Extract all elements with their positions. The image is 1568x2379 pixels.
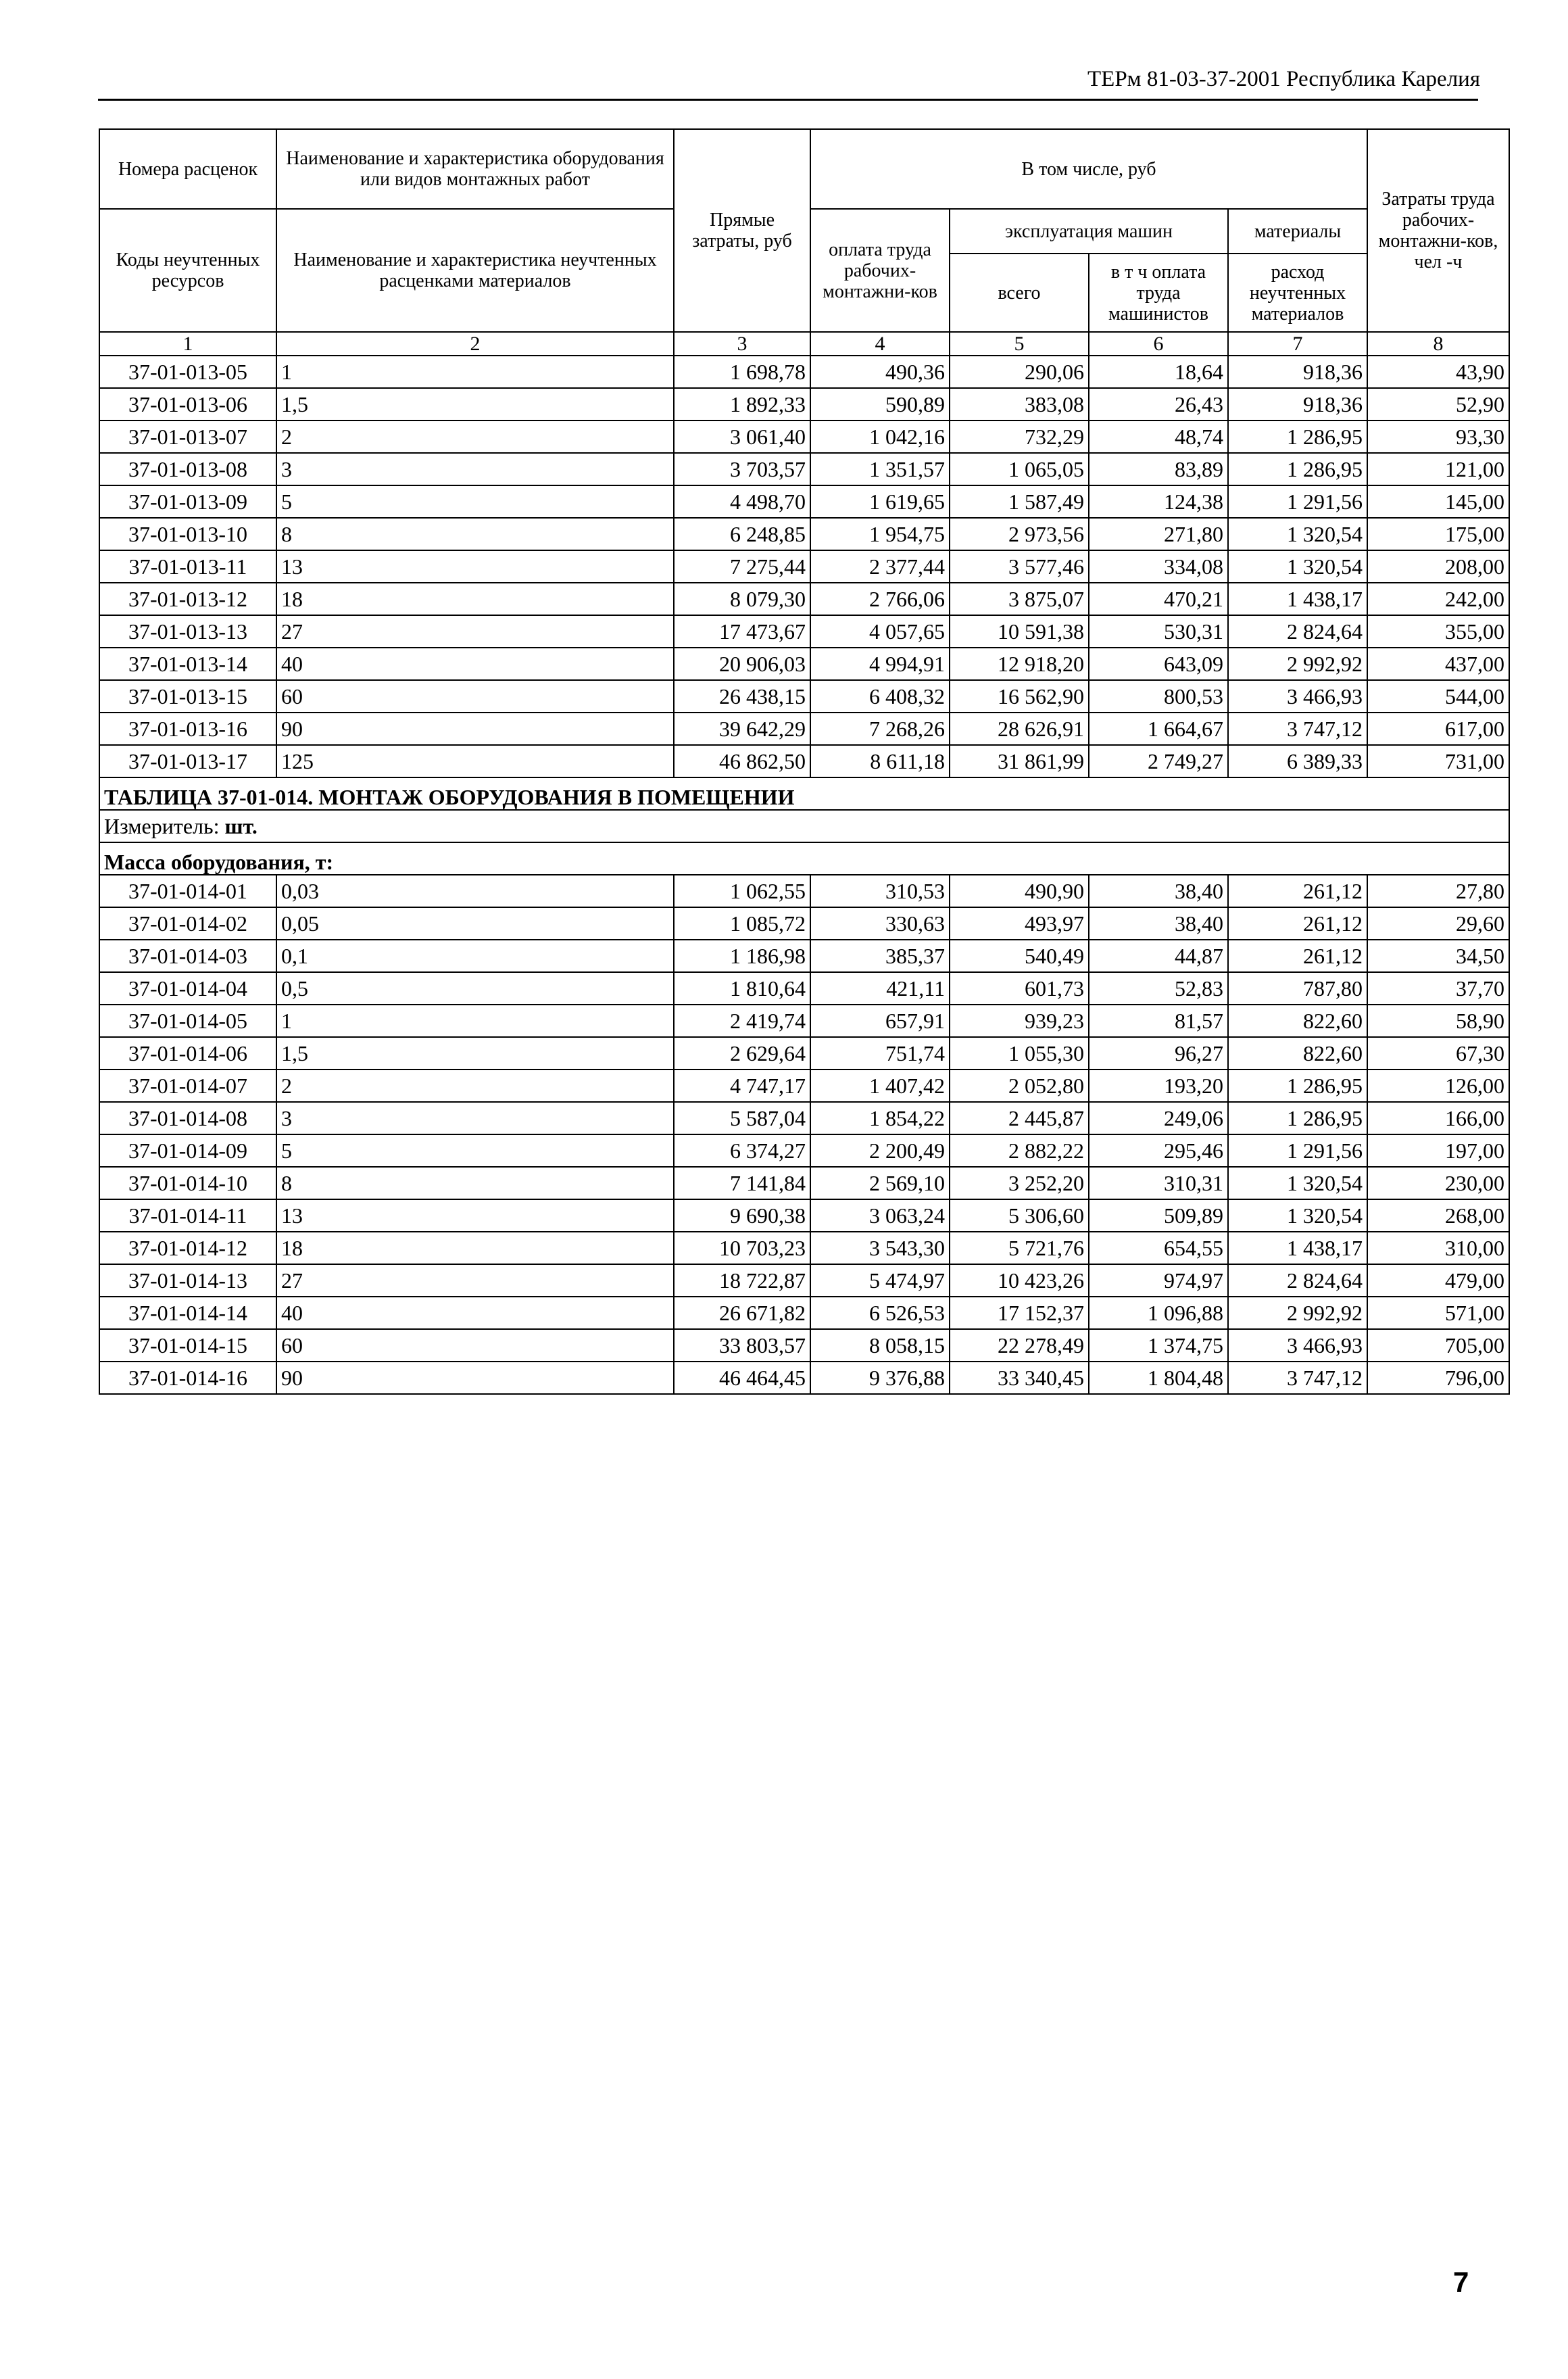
operator-wages-cell: 1 664,67 (1089, 713, 1228, 745)
rate-code-cell: 37-01-013-11 (99, 550, 276, 583)
labor-hours-cell: 796,00 (1367, 1362, 1509, 1394)
direct-costs-cell: 3 703,57 (674, 453, 810, 485)
table-row (99, 875, 1509, 907)
direct-costs-cell: 6 248,85 (674, 518, 810, 550)
parameter-cell: 90 (276, 1362, 674, 1394)
parameter-cell: 0,03 (276, 875, 674, 907)
materials-cell: 1 291,56 (1228, 485, 1367, 518)
materials-cell: 2 992,92 (1228, 1297, 1367, 1329)
materials-cell: 918,36 (1228, 356, 1367, 388)
worker-wages-cell: 2 766,06 (810, 583, 950, 615)
table-row (99, 1005, 1509, 1037)
parameter-cell: 18 (276, 1232, 674, 1264)
worker-wages-cell: 7 268,26 (810, 713, 950, 745)
worker-wages-cell: 8 611,18 (810, 745, 950, 777)
direct-costs-cell: 4 747,17 (674, 1070, 810, 1102)
operator-wages-cell: 2 749,27 (1089, 745, 1228, 777)
materials-cell: 2 824,64 (1228, 1264, 1367, 1297)
worker-wages-cell: 385,37 (810, 940, 950, 972)
table-row (99, 550, 1509, 583)
header-work-name: Наименование и характеристика оборудования или видов монтажных работ (276, 129, 674, 209)
section-title-row (99, 777, 1509, 810)
machine-total-cell: 3 875,07 (950, 583, 1089, 615)
materials-cell: 3 466,93 (1228, 680, 1367, 713)
header-rule (98, 99, 1478, 101)
table-row (99, 453, 1509, 485)
operator-wages-cell: 509,89 (1089, 1199, 1228, 1232)
rate-code-cell: 37-01-013-07 (99, 420, 276, 453)
norms-table (99, 128, 1510, 1395)
direct-costs-cell: 18 722,87 (674, 1264, 810, 1297)
rate-code-cell: 37-01-013-06 (99, 388, 276, 420)
machine-total-cell: 3 252,20 (950, 1167, 1089, 1199)
operator-wages-cell: 38,40 (1089, 875, 1228, 907)
column-number-8: 8 (1367, 332, 1509, 356)
machine-total-cell: 290,06 (950, 356, 1089, 388)
operator-wages-cell: 38,40 (1089, 907, 1228, 940)
direct-costs-cell: 1 062,55 (674, 875, 810, 907)
table-row (99, 940, 1509, 972)
materials-cell: 6 389,33 (1228, 745, 1367, 777)
header-including-group: В том числе, руб (810, 129, 1367, 209)
worker-wages-cell: 1 854,22 (810, 1102, 950, 1134)
rate-code-cell: 37-01-014-14 (99, 1297, 276, 1329)
parameter-cell: 5 (276, 1134, 674, 1167)
table-row (99, 1134, 1509, 1167)
table-row (99, 518, 1509, 550)
table-row (99, 1102, 1509, 1134)
worker-wages-cell: 3 543,30 (810, 1232, 950, 1264)
table-row (99, 907, 1509, 940)
header-labor-hours: Затраты труда рабочих-монтажни-ков, чел -ч (1367, 129, 1509, 332)
direct-costs-cell: 1 698,78 (674, 356, 810, 388)
labor-hours-cell: 242,00 (1367, 583, 1509, 615)
labor-hours-cell: 93,30 (1367, 420, 1509, 453)
materials-cell: 1 320,54 (1228, 550, 1367, 583)
operator-wages-cell: 530,31 (1089, 615, 1228, 648)
parameter-cell: 0,05 (276, 907, 674, 940)
table-row (99, 1232, 1509, 1264)
materials-cell: 261,12 (1228, 907, 1367, 940)
table-row (99, 972, 1509, 1005)
rate-code-cell: 37-01-014-08 (99, 1102, 276, 1134)
labor-hours-cell: 571,00 (1367, 1297, 1509, 1329)
parameter-cell: 3 (276, 453, 674, 485)
header-machine-operation: эксплуатация машин (950, 209, 1228, 254)
parameter-cell: 27 (276, 1264, 674, 1297)
table-row (99, 713, 1509, 745)
rate-code-cell: 37-01-013-10 (99, 518, 276, 550)
parameter-cell: 2 (276, 420, 674, 453)
rate-code-cell: 37-01-013-14 (99, 648, 276, 680)
header-materials: материалы (1228, 209, 1367, 254)
rate-code-cell: 37-01-013-17 (99, 745, 276, 777)
materials-cell: 2 824,64 (1228, 615, 1367, 648)
parameter-cell: 1 (276, 356, 674, 388)
operator-wages-cell: 26,43 (1089, 388, 1228, 420)
operator-wages-cell: 1 804,48 (1089, 1362, 1228, 1394)
machine-total-cell: 383,08 (950, 388, 1089, 420)
rate-code-cell: 37-01-013-05 (99, 356, 276, 388)
table-row (99, 745, 1509, 777)
rate-code-cell: 37-01-013-09 (99, 485, 276, 518)
labor-hours-cell: 479,00 (1367, 1264, 1509, 1297)
operator-wages-cell: 271,80 (1089, 518, 1228, 550)
header-material-consumption: расход неучтенных материалов (1228, 254, 1367, 332)
table-row (99, 485, 1509, 518)
table-row (99, 1037, 1509, 1070)
column-number-2: 2 (276, 332, 674, 356)
machine-total-cell: 12 918,20 (950, 648, 1089, 680)
labor-hours-cell: 230,00 (1367, 1167, 1509, 1199)
rate-code-cell: 37-01-014-11 (99, 1199, 276, 1232)
worker-wages-cell: 2 200,49 (810, 1134, 950, 1167)
machine-total-cell: 33 340,45 (950, 1362, 1089, 1394)
worker-wages-cell: 3 063,24 (810, 1199, 950, 1232)
direct-costs-cell: 8 079,30 (674, 583, 810, 615)
worker-wages-cell: 330,63 (810, 907, 950, 940)
operator-wages-cell: 295,46 (1089, 1134, 1228, 1167)
operator-wages-cell: 52,83 (1089, 972, 1228, 1005)
worker-wages-cell: 421,11 (810, 972, 950, 1005)
labor-hours-cell: 310,00 (1367, 1232, 1509, 1264)
labor-hours-cell: 121,00 (1367, 453, 1509, 485)
machine-total-cell: 490,90 (950, 875, 1089, 907)
machine-total-cell: 1 587,49 (950, 485, 1089, 518)
machine-total-cell: 1 055,30 (950, 1037, 1089, 1070)
direct-costs-cell: 1 810,64 (674, 972, 810, 1005)
running-header: ТЕРм 81-03-37-2001 Республика Карелия (1087, 67, 1480, 91)
direct-costs-cell: 46 862,50 (674, 745, 810, 777)
worker-wages-cell: 9 376,88 (810, 1362, 950, 1394)
table-row (99, 1070, 1509, 1102)
worker-wages-cell: 1 954,75 (810, 518, 950, 550)
machine-total-cell: 31 861,99 (950, 745, 1089, 777)
direct-costs-cell: 2 419,74 (674, 1005, 810, 1037)
labor-hours-cell: 731,00 (1367, 745, 1509, 777)
table-row (99, 1167, 1509, 1199)
worker-wages-cell: 1 351,57 (810, 453, 950, 485)
worker-wages-cell: 5 474,97 (810, 1264, 950, 1297)
header-operator-wages: в т ч оплата труда машинистов (1089, 254, 1228, 332)
operator-wages-cell: 96,27 (1089, 1037, 1228, 1070)
materials-cell: 1 286,95 (1228, 453, 1367, 485)
machine-total-cell: 3 577,46 (950, 550, 1089, 583)
table-row (99, 356, 1509, 388)
operator-wages-cell: 48,74 (1089, 420, 1228, 453)
header-material-name: Наименование и характеристика неучтенных расценками материалов (276, 209, 674, 332)
worker-wages-cell: 2 569,10 (810, 1167, 950, 1199)
machine-total-cell: 2 445,87 (950, 1102, 1089, 1134)
direct-costs-cell: 9 690,38 (674, 1199, 810, 1232)
materials-cell: 1 438,17 (1228, 1232, 1367, 1264)
worker-wages-cell: 490,36 (810, 356, 950, 388)
operator-wages-cell: 643,09 (1089, 648, 1228, 680)
direct-costs-cell: 26 671,82 (674, 1297, 810, 1329)
parameter-cell: 40 (276, 648, 674, 680)
worker-wages-cell: 751,74 (810, 1037, 950, 1070)
direct-costs-cell: 46 464,45 (674, 1362, 810, 1394)
operator-wages-cell: 1 374,75 (1089, 1329, 1228, 1362)
labor-hours-cell: 197,00 (1367, 1134, 1509, 1167)
operator-wages-cell: 800,53 (1089, 680, 1228, 713)
materials-cell: 3 747,12 (1228, 713, 1367, 745)
labor-hours-cell: 67,30 (1367, 1037, 1509, 1070)
direct-costs-cell: 20 906,03 (674, 648, 810, 680)
parameter-cell: 0,1 (276, 940, 674, 972)
direct-costs-cell: 1 186,98 (674, 940, 810, 972)
machine-total-cell: 732,29 (950, 420, 1089, 453)
rate-code-cell: 37-01-014-02 (99, 907, 276, 940)
machine-total-cell: 540,49 (950, 940, 1089, 972)
worker-wages-cell: 1 407,42 (810, 1070, 950, 1102)
rate-code-cell: 37-01-014-10 (99, 1167, 276, 1199)
operator-wages-cell: 83,89 (1089, 453, 1228, 485)
table-row (99, 388, 1509, 420)
labor-hours-cell: 166,00 (1367, 1102, 1509, 1134)
header-direct-costs: Прямые затраты, руб (674, 129, 810, 332)
labor-hours-cell: 29,60 (1367, 907, 1509, 940)
rate-code-cell: 37-01-013-13 (99, 615, 276, 648)
operator-wages-cell: 249,06 (1089, 1102, 1228, 1134)
meter-unit: шт. (224, 814, 258, 838)
machine-total-cell: 16 562,90 (950, 680, 1089, 713)
rate-code-cell: 37-01-014-06 (99, 1037, 276, 1070)
worker-wages-cell: 310,53 (810, 875, 950, 907)
worker-wages-cell: 2 377,44 (810, 550, 950, 583)
table-row (99, 420, 1509, 453)
worker-wages-cell: 657,91 (810, 1005, 950, 1037)
table-row (99, 1329, 1509, 1362)
mass-label-row (99, 842, 1509, 875)
direct-costs-cell: 10 703,23 (674, 1232, 810, 1264)
parameter-cell: 90 (276, 713, 674, 745)
direct-costs-cell: 5 587,04 (674, 1102, 810, 1134)
direct-costs-cell: 39 642,29 (674, 713, 810, 745)
header-worker-wages: оплата труда рабочих-монтажни-ков (810, 209, 950, 332)
operator-wages-cell: 44,87 (1089, 940, 1228, 972)
parameter-cell: 125 (276, 745, 674, 777)
direct-costs-cell: 2 629,64 (674, 1037, 810, 1070)
labor-hours-cell: 145,00 (1367, 485, 1509, 518)
rate-code-cell: 37-01-013-08 (99, 453, 276, 485)
operator-wages-cell: 334,08 (1089, 550, 1228, 583)
direct-costs-cell: 6 374,27 (674, 1134, 810, 1167)
parameter-cell: 27 (276, 615, 674, 648)
table-row (99, 1362, 1509, 1394)
section-title: ТАБЛИЦА 37-01-014. МОНТАЖ ОБОРУДОВАНИЯ В ПОМЕЩЕНИИ (99, 777, 1509, 810)
materials-cell: 261,12 (1228, 875, 1367, 907)
header-row-1 (99, 129, 1509, 209)
parameter-cell: 1,5 (276, 388, 674, 420)
parameter-cell: 13 (276, 1199, 674, 1232)
machine-total-cell: 1 065,05 (950, 453, 1089, 485)
rate-code-cell: 37-01-014-09 (99, 1134, 276, 1167)
labor-hours-cell: 34,50 (1367, 940, 1509, 972)
table-row (99, 1297, 1509, 1329)
worker-wages-cell: 8 058,15 (810, 1329, 950, 1362)
operator-wages-cell: 193,20 (1089, 1070, 1228, 1102)
column-number-6: 6 (1089, 332, 1228, 356)
machine-total-cell: 601,73 (950, 972, 1089, 1005)
header-machine-total: всего (950, 254, 1089, 332)
materials-cell: 1 438,17 (1228, 583, 1367, 615)
materials-cell: 1 320,54 (1228, 1167, 1367, 1199)
materials-cell: 918,36 (1228, 388, 1367, 420)
rate-code-cell: 37-01-014-15 (99, 1329, 276, 1362)
parameter-cell: 1,5 (276, 1037, 674, 1070)
table-row (99, 1199, 1509, 1232)
materials-cell: 822,60 (1228, 1005, 1367, 1037)
materials-cell: 822,60 (1228, 1037, 1367, 1070)
parameter-cell: 18 (276, 583, 674, 615)
operator-wages-cell: 124,38 (1089, 485, 1228, 518)
meter-cell (99, 810, 1509, 842)
machine-total-cell: 22 278,49 (950, 1329, 1089, 1362)
worker-wages-cell: 4 994,91 (810, 648, 950, 680)
machine-total-cell: 17 152,37 (950, 1297, 1089, 1329)
column-number-1: 1 (99, 332, 276, 356)
rate-code-cell: 37-01-014-16 (99, 1362, 276, 1394)
machine-total-cell: 10 591,38 (950, 615, 1089, 648)
header-resource-codes: Коды неучтенных ресурсов (99, 209, 276, 332)
meter-row (99, 810, 1509, 842)
mass-label: Масса оборудования, т: (99, 842, 1509, 875)
materials-cell: 1 320,54 (1228, 518, 1367, 550)
machine-total-cell: 939,23 (950, 1005, 1089, 1037)
parameter-cell: 3 (276, 1102, 674, 1134)
parameter-cell: 8 (276, 518, 674, 550)
page-number: 7 (1453, 2266, 1469, 2298)
machine-total-cell: 5 721,76 (950, 1232, 1089, 1264)
operator-wages-cell: 654,55 (1089, 1232, 1228, 1264)
materials-cell: 1 286,95 (1228, 420, 1367, 453)
operator-wages-cell: 1 096,88 (1089, 1297, 1228, 1329)
column-number-4: 4 (810, 332, 950, 356)
labor-hours-cell: 58,90 (1367, 1005, 1509, 1037)
direct-costs-cell: 3 061,40 (674, 420, 810, 453)
rate-code-cell: 37-01-014-05 (99, 1005, 276, 1037)
table-row (99, 648, 1509, 680)
table-row (99, 583, 1509, 615)
materials-cell: 1 291,56 (1228, 1134, 1367, 1167)
direct-costs-cell: 33 803,57 (674, 1329, 810, 1362)
materials-cell: 787,80 (1228, 972, 1367, 1005)
materials-cell: 1 320,54 (1228, 1199, 1367, 1232)
rate-code-cell: 37-01-014-01 (99, 875, 276, 907)
materials-cell: 1 286,95 (1228, 1102, 1367, 1134)
column-numbers-row (99, 332, 1509, 356)
meter-label: Измеритель: (104, 814, 225, 838)
machine-total-cell: 2 973,56 (950, 518, 1089, 550)
direct-costs-cell: 1 892,33 (674, 388, 810, 420)
direct-costs-cell: 1 085,72 (674, 907, 810, 940)
machine-total-cell: 2 882,22 (950, 1134, 1089, 1167)
labor-hours-cell: 37,70 (1367, 972, 1509, 1005)
labor-hours-cell: 175,00 (1367, 518, 1509, 550)
labor-hours-cell: 208,00 (1367, 550, 1509, 583)
worker-wages-cell: 6 526,53 (810, 1297, 950, 1329)
parameter-cell: 40 (276, 1297, 674, 1329)
rate-code-cell: 37-01-014-04 (99, 972, 276, 1005)
operator-wages-cell: 974,97 (1089, 1264, 1228, 1297)
direct-costs-cell: 17 473,67 (674, 615, 810, 648)
parameter-cell: 8 (276, 1167, 674, 1199)
materials-cell: 261,12 (1228, 940, 1367, 972)
operator-wages-cell: 470,21 (1089, 583, 1228, 615)
machine-total-cell: 28 626,91 (950, 713, 1089, 745)
rate-code-cell: 37-01-014-07 (99, 1070, 276, 1102)
operator-wages-cell: 310,31 (1089, 1167, 1228, 1199)
labor-hours-cell: 617,00 (1367, 713, 1509, 745)
parameter-cell: 5 (276, 485, 674, 518)
operator-wages-cell: 18,64 (1089, 356, 1228, 388)
parameter-cell: 0,5 (276, 972, 674, 1005)
parameter-cell: 60 (276, 680, 674, 713)
rate-code-cell: 37-01-014-13 (99, 1264, 276, 1297)
materials-cell: 3 747,12 (1228, 1362, 1367, 1394)
parameter-cell: 2 (276, 1070, 674, 1102)
worker-wages-cell: 590,89 (810, 388, 950, 420)
norms-table-container (99, 128, 1510, 1395)
parameter-cell: 60 (276, 1329, 674, 1362)
labor-hours-cell: 126,00 (1367, 1070, 1509, 1102)
labor-hours-cell: 43,90 (1367, 356, 1509, 388)
machine-total-cell: 2 052,80 (950, 1070, 1089, 1102)
machine-total-cell: 493,97 (950, 907, 1089, 940)
materials-cell: 1 286,95 (1228, 1070, 1367, 1102)
table-row (99, 680, 1509, 713)
rate-code-cell: 37-01-014-12 (99, 1232, 276, 1264)
labor-hours-cell: 705,00 (1367, 1329, 1509, 1362)
column-number-3: 3 (674, 332, 810, 356)
worker-wages-cell: 6 408,32 (810, 680, 950, 713)
table-row (99, 615, 1509, 648)
direct-costs-cell: 7 275,44 (674, 550, 810, 583)
machine-total-cell: 5 306,60 (950, 1199, 1089, 1232)
header-rate-numbers: Номера расценок (99, 129, 276, 209)
parameter-cell: 1 (276, 1005, 674, 1037)
labor-hours-cell: 355,00 (1367, 615, 1509, 648)
column-number-7: 7 (1228, 332, 1367, 356)
materials-cell: 3 466,93 (1228, 1329, 1367, 1362)
direct-costs-cell: 7 141,84 (674, 1167, 810, 1199)
rate-code-cell: 37-01-013-16 (99, 713, 276, 745)
worker-wages-cell: 1 619,65 (810, 485, 950, 518)
rate-code-cell: 37-01-013-15 (99, 680, 276, 713)
parameter-cell: 13 (276, 550, 674, 583)
labor-hours-cell: 27,80 (1367, 875, 1509, 907)
rate-code-cell: 37-01-013-12 (99, 583, 276, 615)
direct-costs-cell: 4 498,70 (674, 485, 810, 518)
worker-wages-cell: 4 057,65 (810, 615, 950, 648)
table-row (99, 1264, 1509, 1297)
labor-hours-cell: 52,90 (1367, 388, 1509, 420)
machine-total-cell: 10 423,26 (950, 1264, 1089, 1297)
labor-hours-cell: 544,00 (1367, 680, 1509, 713)
rate-code-cell: 37-01-014-03 (99, 940, 276, 972)
column-number-5: 5 (950, 332, 1089, 356)
labor-hours-cell: 437,00 (1367, 648, 1509, 680)
operator-wages-cell: 81,57 (1089, 1005, 1228, 1037)
labor-hours-cell: 268,00 (1367, 1199, 1509, 1232)
direct-costs-cell: 26 438,15 (674, 680, 810, 713)
worker-wages-cell: 1 042,16 (810, 420, 950, 453)
materials-cell: 2 992,92 (1228, 648, 1367, 680)
